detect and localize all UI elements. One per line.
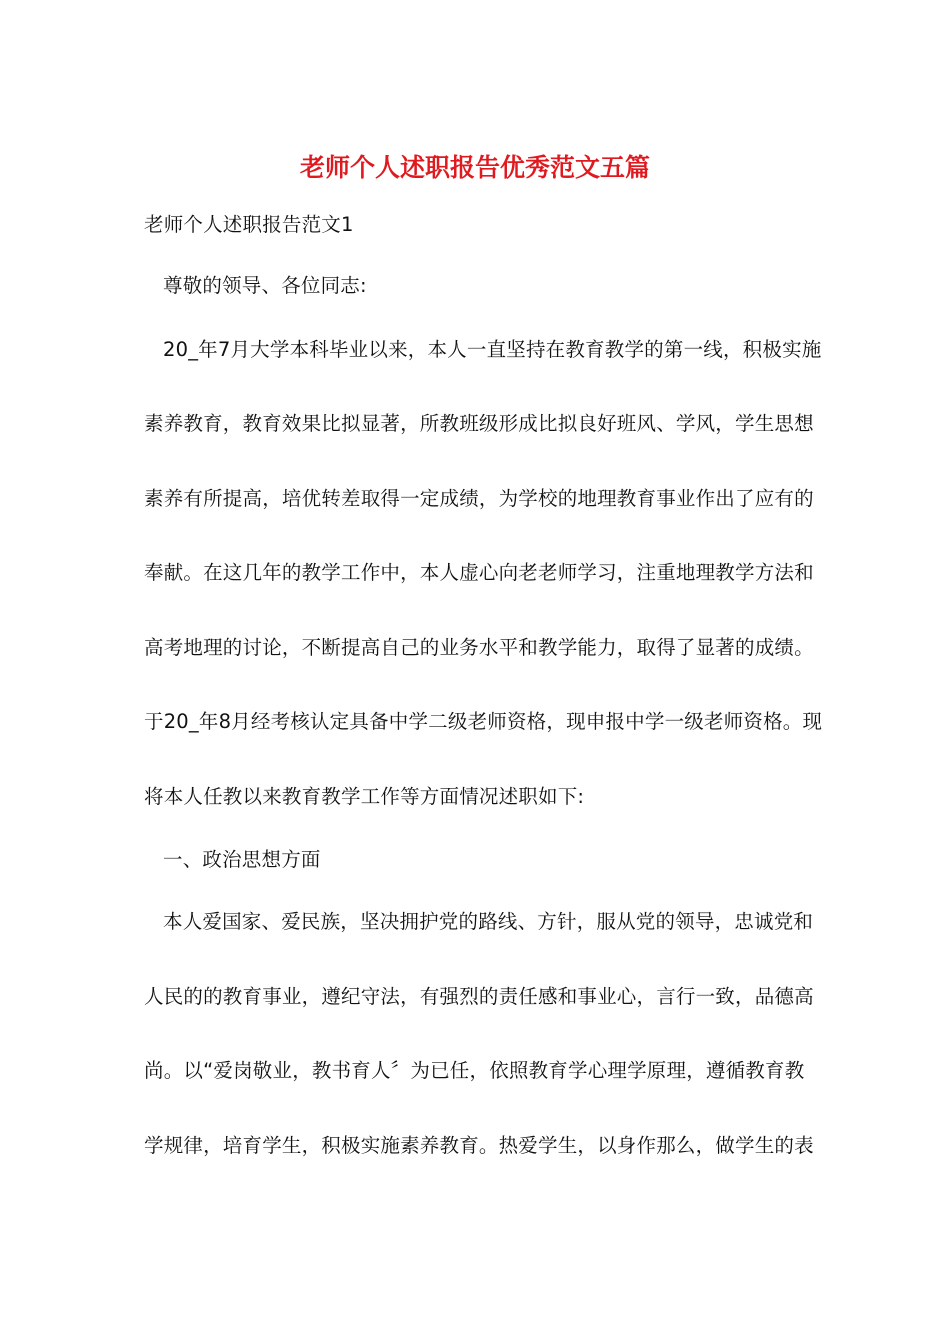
paragraph-line: 学规律，培育学生，积极实施素养教育。热爱学生，以身作那么，做学生的表 — [144, 1134, 814, 1157]
paragraph-line: 于20_年8月经考核认定具备中学二级老师资格，现申报中学一级老师资格。现 — [144, 710, 823, 733]
paragraph-line: 人民的的教育事业，遵纪守法，有强烈的责任感和事业心，言行一致，品德高 — [144, 985, 814, 1008]
paragraph-line: 本人爱国家、爱民族，坚决拥护党的路线、方针，服从党的领导，忠诚党和 — [163, 910, 814, 933]
paragraph-line: 20_年7月大学本科毕业以来，本人一直坚持在教育教学的第一线，积极实施 — [163, 338, 822, 361]
document-title: 老师个人述职报告优秀范文五篇 — [299, 153, 650, 182]
salutation: 尊敬的领导、各位同志: — [163, 274, 367, 297]
paragraph-line: 素养教育，教育效果比拟显著，所教班级形成比拟良好班风、学风，学生思想 — [144, 412, 814, 435]
subsection-heading: 一、政治思想方面 — [163, 848, 321, 871]
paragraph-line: 素养有所提高，培优转差取得一定成绩，为学校的地理教育事业作出了应有的 — [144, 487, 814, 510]
section-heading: 老师个人述职报告范文1 — [144, 213, 354, 236]
paragraph-line: 尚。以“爱岗敬业，教书育人〞为已任，依照教育学心理学原理，遵循教育教 — [144, 1059, 805, 1082]
paragraph-line: 将本人任教以来教育教学工作等方面情况述职如下: — [144, 785, 585, 808]
paragraph-line: 奉献。在这几年的教学工作中，本人虚心向老老师学习，注重地理教学方法和 — [144, 561, 814, 584]
paragraph-line: 高考地理的讨论，不断提高自己的业务水平和教学能力，取得了显著的成绩。 — [144, 636, 814, 659]
